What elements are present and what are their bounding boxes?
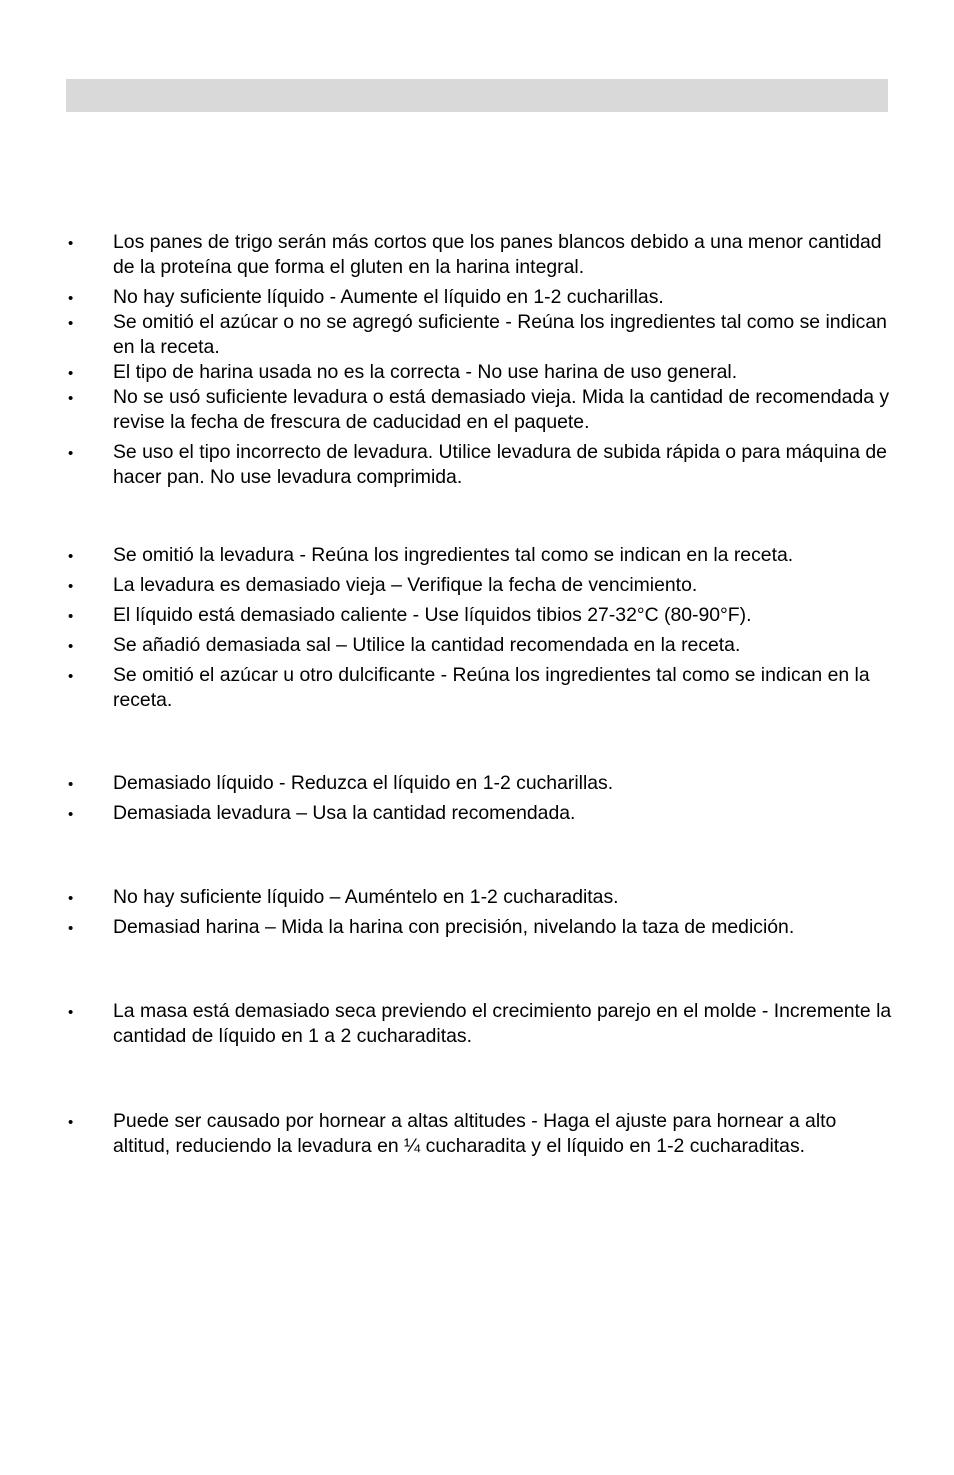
list-item: • No se usó suficiente levadura o está demasiado vieja. Mida la cantidad de recomendada y revise la fecha de frescura de caducidad en el paquete.: [0, 385, 954, 435]
list-item: • Se añadió demasiada sal – Utilice la cantidad recomendada en la receta.: [0, 633, 954, 658]
list-item: • La levadura es demasiado vieja – Verifique la fecha de vencimiento.: [0, 573, 954, 598]
list-item: • La masa está demasiado seca previendo el crecimiento parejo en el molde - Incremente la cantidad de líquido en 1 a 2 cucharaditas.: [0, 999, 954, 1049]
list-item: • No hay suficiente líquido - Aumente el líquido en 1-2 cucharillas.: [0, 285, 954, 310]
section-4: [0, 885, 954, 940]
list-item: • Se uso el tipo incorrecto de levadura. Utilice levadura de subida rápida o para máquina de hacer pan. No use levadura comprimida.: [0, 440, 954, 490]
list-item: • Los panes de trigo serán más cortos que los panes blancos debido a una menor cantidad de la proteína que forma el gluten en la harina integral.: [0, 230, 954, 280]
list-item: • Se omitió el azúcar u otro dulcificante - Reúna los ingredientes tal como se indican en la receta.: [0, 663, 954, 713]
list-item: • Demasiad harina – Mida la harina con precisión, nivelando la taza de medición.: [0, 915, 954, 940]
list-item: • Demasiado líquido - Reduzca el líquido en 1-2 cucharillas.: [0, 771, 954, 796]
list-item: • Se omitió la levadura - Reúna los ingredientes tal como se indican en la receta.: [0, 543, 954, 568]
list-item: • Puede ser causado por hornear a altas altitudes - Haga el ajuste para hornear a alto altitud, reduciendo la levadura en ¼ cucharadita y el líquido en 1-2 cucharaditas.: [0, 1109, 954, 1159]
section-1: [0, 230, 954, 490]
list-item: • No hay suficiente líquido – Auméntelo en 1-2 cucharaditas.: [0, 885, 954, 910]
section-2: [0, 543, 954, 713]
list-item: • El líquido está demasiado caliente - Use líquidos tibios 27-32°C (80-90°F).: [0, 603, 954, 628]
list-item: • Se omitió el azúcar o no se agregó suficiente - Reúna los ingredientes tal como se indican en la receta.: [0, 310, 954, 360]
section-5: [0, 999, 954, 1049]
section-6: [0, 1109, 954, 1159]
list-item: • El tipo de harina usada no es la correcta - No use harina de uso general.: [0, 360, 954, 385]
header-bar: [66, 79, 888, 112]
section-3: [0, 771, 954, 826]
list-item: • Demasiada levadura – Usa la cantidad recomendada.: [0, 801, 954, 826]
